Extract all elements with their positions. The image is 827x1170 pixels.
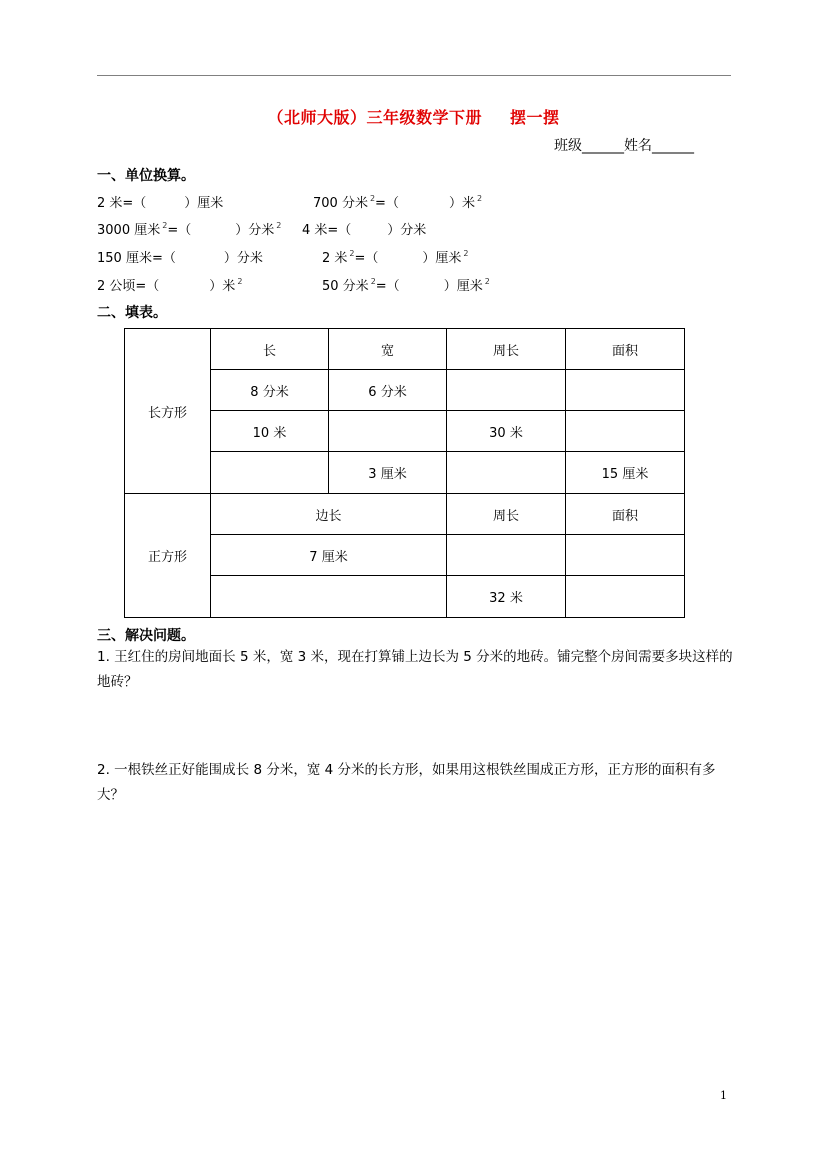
conv-2a: 3000 厘米 $^2$=（ ）分米 $^2$ (97, 221, 282, 238)
title-main: （北师大版）三年级数学下册 (267, 108, 482, 127)
rect-cell: 6 分米 (329, 370, 447, 411)
header-width: 宽 (329, 329, 447, 370)
section1-heading: 一、单位换算。 (97, 168, 195, 184)
conv-1b: 700 分米 $^2$=（ ）米 $^2$ (313, 194, 483, 211)
page-number: 1 (720, 1089, 727, 1102)
square-cell (447, 535, 566, 576)
title-sub: 摆一摆 (510, 108, 560, 127)
rect-cell (447, 370, 566, 411)
rect-label: 长方形 (125, 329, 211, 494)
conv-1a: 2 米=（ ）厘米 (97, 196, 224, 211)
class-name-line: 班级______姓名______ (554, 138, 694, 154)
conv-2b: 4 米=（ ）分米 (302, 223, 427, 238)
fill-table (124, 328, 685, 618)
header-rule (97, 75, 731, 76)
rect-cell: 30 米 (447, 411, 566, 452)
rect-cell: 3 厘米 (329, 452, 447, 494)
rect-cell (329, 411, 447, 452)
rect-cell (211, 452, 329, 494)
rect-cell (566, 411, 685, 452)
rect-cell: 10 米 (211, 411, 329, 452)
header-perimeter: 周长 (447, 329, 566, 370)
header-area-sq: 面积 (566, 494, 685, 535)
rect-cell (566, 370, 685, 411)
header-length: 长 (211, 329, 329, 370)
conv-3b: 2 米 $^2$=（ ）厘米 $^2$ (322, 249, 469, 266)
section3-heading: 三、解决问题。 (97, 628, 195, 644)
rect-cell (447, 452, 566, 494)
header-side: 边长 (211, 494, 447, 535)
square-cell (566, 535, 685, 576)
page-title (0, 105, 827, 128)
square-cell (211, 576, 447, 618)
square-cell (566, 576, 685, 618)
question-1: 1. 王红住的房间地面长 5 米，宽 3 米，现在打算铺上边长为 5 分米的地砖。铺完整个房间需要多块这样的地砖？ (97, 649, 733, 690)
square-cell: 32 米 (447, 576, 566, 618)
rect-cell: 8 分米 (211, 370, 329, 411)
question-2: 2. 一根铁丝正好能围成长 8 分米，宽 4 分米的长方形，如果用这根铁丝围成正方形，正方形的面积有多大？ (97, 762, 716, 803)
header-perimeter-sq: 周长 (447, 494, 566, 535)
conv-3a: 150 厘米=（ ）分米 (97, 251, 263, 266)
rect-cell: 15 厘米 (566, 452, 685, 494)
square-cell: 7 厘米 (211, 535, 447, 576)
conv-4a: 2 公顷=（ ）米 $^2$ (97, 277, 243, 294)
square-label: 正方形 (125, 494, 211, 618)
conv-4b: 50 分米 $^2$=（ ）厘米 $^2$ (322, 277, 490, 294)
section2-heading: 二、填表。 (97, 305, 167, 321)
header-area: 面积 (566, 329, 685, 370)
